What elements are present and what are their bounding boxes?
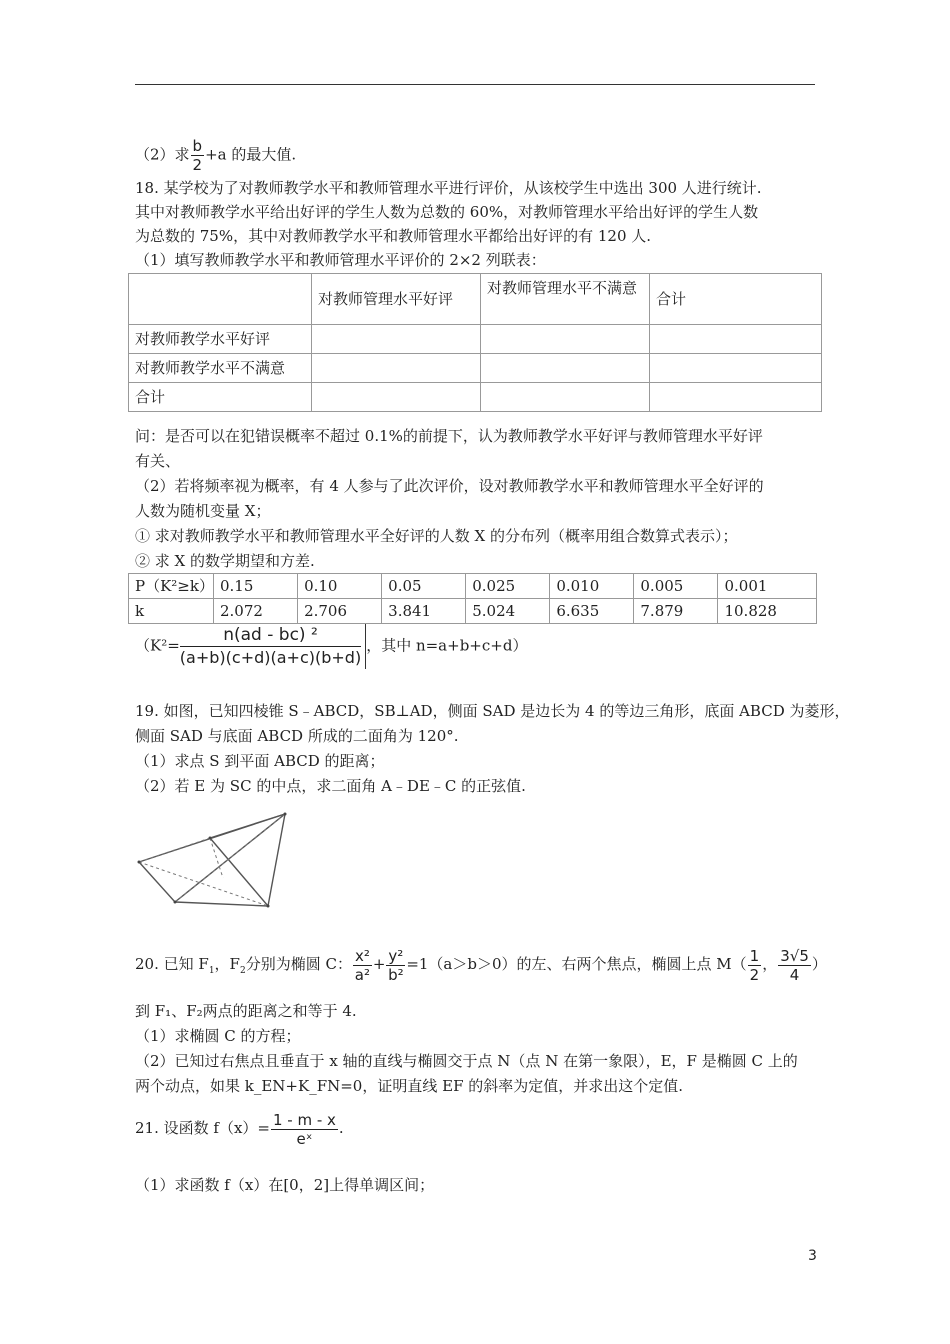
- p21-line1: 21. 设函数 f（x）= $\frac{1 - m - x}{\text{eˣ}}$ .: [135, 1110, 344, 1148]
- contingency-table: [128, 273, 822, 412]
- p18-q2b: 人数为随机变量 X；: [135, 502, 271, 520]
- table-row: 对教师教学水平不满意: [129, 354, 822, 383]
- table-row: 合计: [129, 383, 822, 412]
- p20-line1: 20. 已知 $F_1$，$F_2$分别为椭圆 C： $\frac{\text{x²}}{\text{a²}}$ + $\frac{\text{y²}}{\text{b²}}$ =1（a＞b＞0）的左、右两个焦点，椭圆上点 M（ $\frac{1}{2}$ ， $\frac{3√5}{4}$ ）: [135, 946, 827, 984]
- pyramid-figure: [135, 808, 295, 913]
- table-row: 对教师教学水平好评: [129, 325, 822, 354]
- p19-line2: 侧面 SAD 与底面 ABCD 所成的二面角为 120°.: [135, 727, 459, 745]
- p17-q2: （2）求 $\frac{b}{2}$ +a 的最大值.: [135, 137, 297, 174]
- p20-line2: 到 F₁、F₂两点的距离之和等于 4.: [135, 1002, 357, 1020]
- p18-line3: 为总数的 75%，其中对教师教学水平和教师管理水平都给出好评的有 120 人.: [135, 227, 652, 245]
- p19-q2: （2）若 E 为 SC 的中点，求二面角 A﹣DE﹣C 的正弦值.: [135, 777, 526, 795]
- p20-q1: （1）求椭圆 C 的方程；: [135, 1027, 301, 1045]
- table-row: 对教师管理水平好评 对教师管理水平不满意 合计: [129, 274, 822, 325]
- p18-q2d: ② 求 X 的数学期望和方差.: [135, 552, 315, 570]
- p18-q2c: ① 求对教师教学水平和教师管理水平全好评的人数 X 的分布列（概率用组合数算式表示）；: [135, 527, 738, 545]
- p19-line1: 19. 如图，已知四棱锥 S﹣ABCD，SB⊥AD，侧面 SAD 是边长为 4 的等边三角形，底面 ABCD 为菱形，: [135, 702, 850, 720]
- header-rule: [135, 84, 815, 85]
- fraction-y2-b2: $\frac{\text{y²}}{\text{b²}}$: [388, 946, 404, 984]
- p18-ask2: 有关、: [135, 452, 181, 470]
- p20-q2a: （2）已知过右焦点且垂直于 x 轴的直线与椭圆交于点 N（点 N 在第一象限），E，F 是椭圆 C 上的: [135, 1052, 798, 1070]
- p18-line1: 18. 某学校为了对教师教学水平和教师管理水平进行评价，从该校学生中选出 300 人进行统计.: [135, 179, 762, 197]
- fraction-half: $\frac{1}{2}$: [749, 946, 760, 984]
- p20-q2b: 两个动点，如果 k_EN+K_FN=0，证明直线 EF 的斜率为定值，并求出这个定值.: [135, 1077, 684, 1095]
- p18-q1: （1）填写教师教学水平和教师管理水平评价的 2×2 列联表：: [135, 251, 546, 269]
- p18-q2a: （2）若将频率视为概率，有 4 人参与了此次评价，设对教师教学水平和教师管理水平全好评的: [135, 477, 764, 495]
- critical-value-table: [128, 573, 817, 624]
- page-number: 3: [808, 1248, 817, 1264]
- p19-q1: （1）求点 S 到平面 ABCD 的距离；: [135, 752, 385, 770]
- fraction-f-of-x: $\frac{1 - m - x}{\text{eˣ}}$: [272, 1110, 336, 1148]
- table-row: P（K²≥k） 0.15 0.10 0.05 0.025 0.010 0.005 0.001: [129, 574, 817, 599]
- p21-q1: （1）求函数 f（x）在[0，2]上得单调区间；: [135, 1176, 435, 1194]
- fraction-x2-a2: $\frac{\text{x²}}{\text{a²}}$: [354, 946, 370, 984]
- table-row: k 2.072 2.706 3.841 5.024 6.635 7.879 10.828: [129, 599, 817, 624]
- fraction-b-over-2: $\frac{b}{2}$: [192, 137, 203, 174]
- fraction-3root5-over-4: $\frac{3√5}{4}$: [780, 946, 809, 984]
- p18-ask1: 问：是否可以在犯错误概率不超过 0.1%的前提下，认为教师教学水平好评与教师管理水平好评: [135, 427, 763, 445]
- chi-square-formula: （K²= $\frac{\text{n(ad - bc) ²}}{(a+b)(c+d)(a+c)(b+d)}$ ，其中 n=a+b+c+d）: [135, 625, 528, 667]
- p18-line2: 其中对教师教学水平给出好评的学生人数为总数的 60%，对教师管理水平给出好评的学生人数: [135, 203, 759, 221]
